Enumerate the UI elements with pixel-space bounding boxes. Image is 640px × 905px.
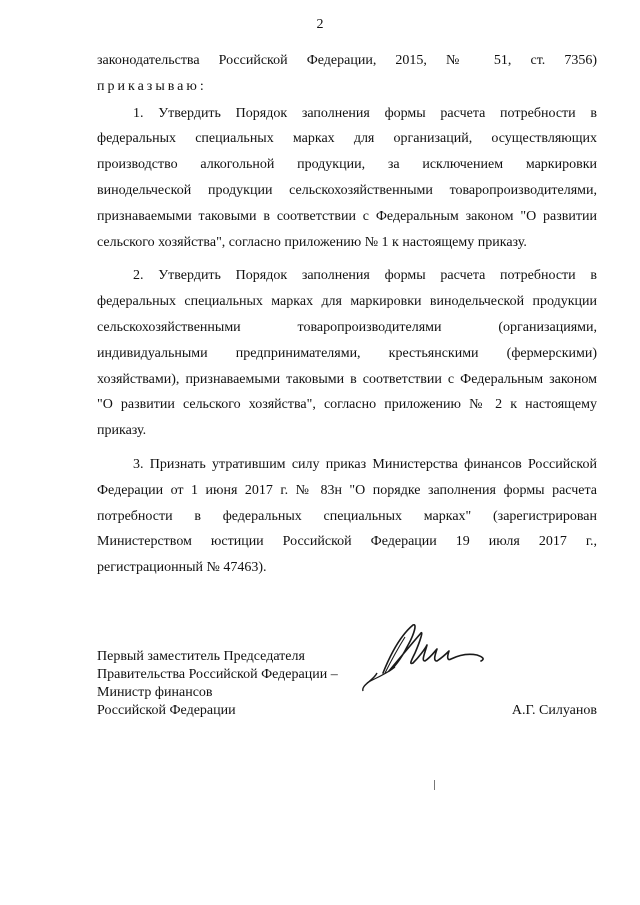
signatory-title xyxy=(97,648,338,720)
order-word: приказываю: xyxy=(97,78,207,94)
signatory-title-line: Российской Федерации xyxy=(97,703,236,718)
intro-line: законодательства Российской Федерации, 2015, № 51, ст. 7356) xyxy=(97,53,597,68)
signatory-title-line: Министр финансов xyxy=(97,685,213,700)
paragraph-3: 3. Признать утратившим силу приказ Министерства финансов Российской Федерации от 1 июня 2017 г. № 83н "О порядке заполнения формы расчета потребности в федеральных специальных марках" (зарегистрирован Министерством юстиции Российской Федерации 19 июля 2017 г., регистрационный № 47463). xyxy=(97,456,597,576)
paragraph-1: 1. Утвердить Порядок заполнения формы расчета потребности в федеральных специальных марках для организаций, осуществляющих производство алкогольной продукции, за исключением маркировки винодельческой продукции сельскохозяйственными товаропроизводителями, признаваемыми таковыми в соответствии с Федеральным законом "О развитии сельского хозяйства", согласно приложению № 1 к настоящему приказу. xyxy=(97,105,597,250)
scan-artifact-mark xyxy=(434,780,435,790)
handwritten-signature xyxy=(355,613,495,693)
document-body xyxy=(97,48,597,581)
signatory-title-line: Первый заместитель Председателя xyxy=(97,649,305,664)
signatory-name: А.Г. Силуанов xyxy=(511,703,597,718)
page-number: 2 xyxy=(316,17,324,32)
signatory-title-line: Правительства Российской Федерации – xyxy=(97,667,338,682)
paragraph-2: 2. Утвердить Порядок заполнения формы расчета потребности в федеральных специальных марках для маркировки винодельческой продукции сельскохозяйственными товаропроизводителями (организациями, индивидуальными предпринимателями, крестьянскими (фермерскими) хозяйствами), признаваемыми таковыми в соответствии с Федеральным законом "О развитии сельского хозяйства", согласно приложению № 2 к настоящему приказу. xyxy=(97,268,597,439)
